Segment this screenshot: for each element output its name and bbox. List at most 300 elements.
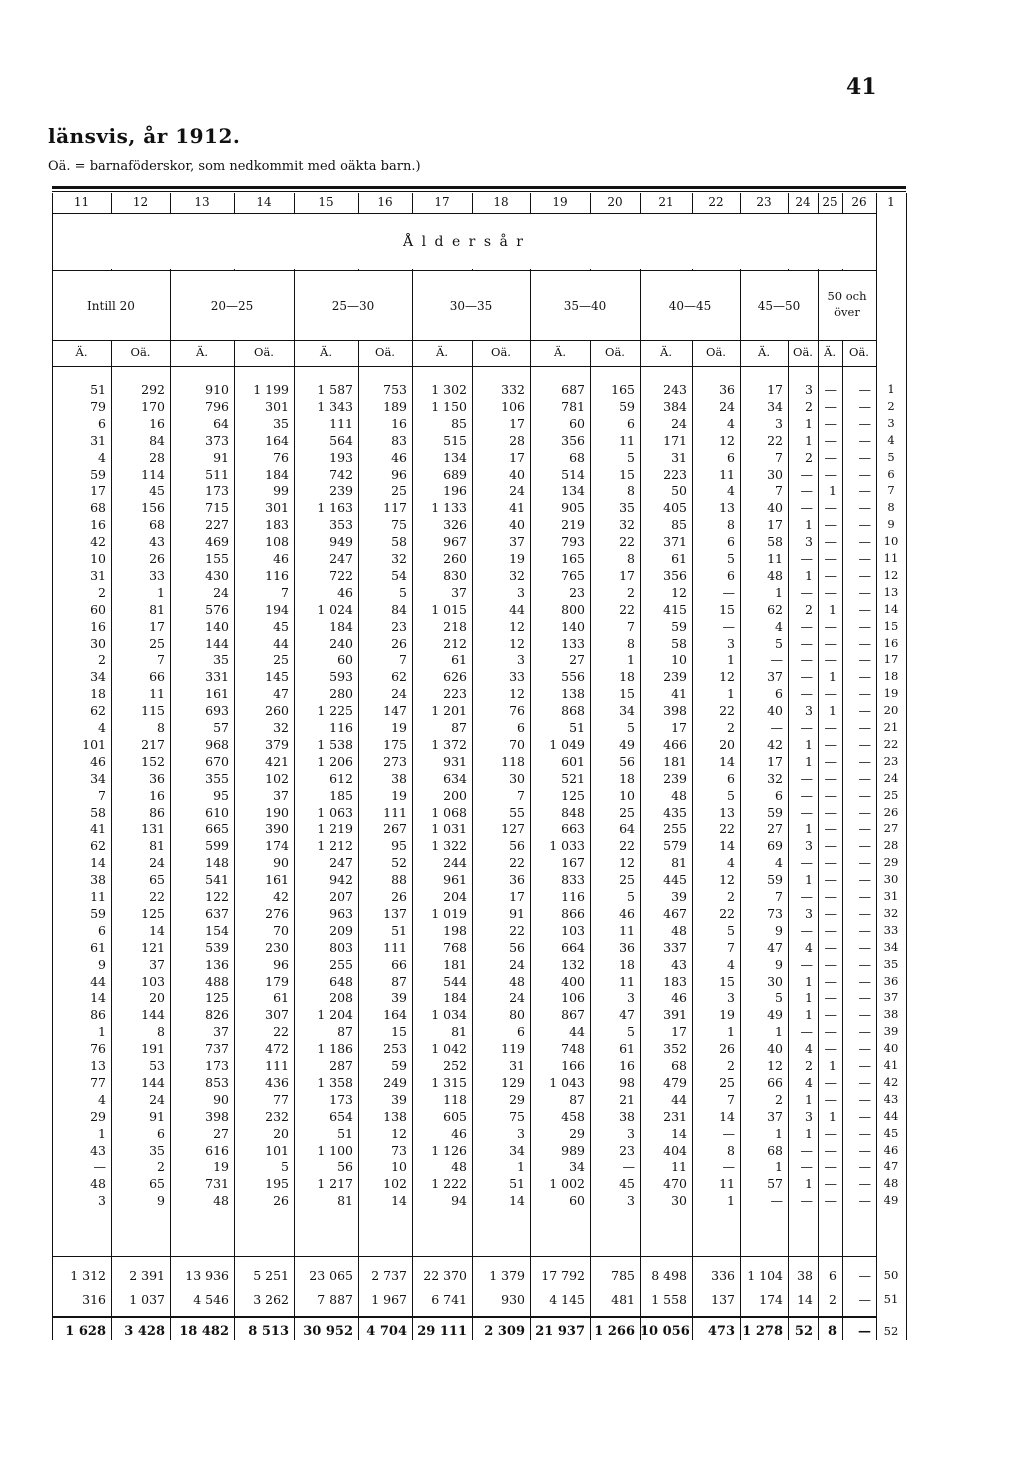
table-cell: 170 [141,398,165,414]
table-cell: 68 [149,517,165,533]
table-cell: 98 [619,1074,635,1090]
table-cell: 181 [443,956,467,972]
table-cell: 664 [561,939,585,955]
column-number: 25 [822,195,838,209]
row-number: 32 [883,905,899,920]
table-cell: 8 [627,483,635,499]
table-cell: 173 [205,483,229,499]
table-cell: — [824,1007,837,1023]
table-cell: — [722,584,735,600]
row-number: 46 [883,1142,899,1157]
row-number: 31 [883,889,899,903]
table-cell: 239 [329,483,353,499]
table-cell: — [858,1108,871,1124]
table-cell: 2 [727,720,735,735]
column-rule [906,193,907,1340]
table-cell: 184 [443,990,467,1006]
table-cell: 42 [273,889,289,904]
table-cell: 1 [727,1193,735,1209]
table-cell: 37 [509,534,525,550]
table-cell: — [858,787,871,803]
table-cell: 355 [205,770,229,786]
table-cell: 287 [329,1058,353,1073]
table-cell: 280 [329,686,353,702]
table-cell: 742 [329,466,353,482]
table-cell: 27 [569,652,585,668]
table-cell: 24 [719,398,735,414]
table-cell: — [858,382,871,397]
table-cell: 76 [273,449,289,465]
table-cell: 14 [90,990,106,1006]
table-cell: 1 [829,703,837,719]
table-cell: 1 558 [651,1292,687,1307]
table-cell: 223 [443,686,467,702]
table-cell: 1 037 [129,1292,165,1307]
table-cell: — [858,652,871,668]
age-group-label: 30—35 [449,299,493,313]
table-cell: 116 [561,889,585,904]
table-cell: 156 [141,500,165,516]
table-cell: 4 [775,855,783,871]
table-cell: 2 391 [129,1268,165,1283]
table-cell: — [824,1142,837,1158]
table-cell: 942 [329,872,353,888]
table-cell: 131 [141,821,165,837]
table-cell: 23 [569,584,585,600]
table-cell: 69 [767,838,783,854]
table-cell: 336 [711,1268,735,1283]
table-cell: 11 [90,889,106,904]
table-cell: 12 [391,1125,407,1141]
table-cell: 79 [90,398,106,414]
table-cell: 16 [149,787,165,803]
table-cell: — [824,500,837,516]
table-cell: 8 [157,1024,165,1040]
sub-header: Ä. [660,345,672,359]
table-cell: — [858,1176,871,1192]
table-cell: 184 [329,618,353,634]
row-number: 51 [883,1292,899,1306]
table-cell: 43 [90,1142,106,1158]
table-cell: 905 [561,500,585,516]
table-cell: 415 [663,601,687,617]
page-subtitle: Oä. = barnaföderskor, som nedkommit med oäkta barn.) [48,159,421,174]
table-cell: 81 [451,1024,467,1040]
table-cell: 1 015 [431,601,467,617]
table-cell: — [858,466,871,482]
table-cell: 14 [509,1193,525,1209]
table-cell: — [858,720,871,735]
table-cell: 20 [149,990,165,1006]
table-cell: 2 [98,652,106,668]
table-cell: 204 [443,889,467,904]
table-cell: 45 [273,618,289,634]
table-cell: 6 [727,770,735,786]
row-number: 43 [883,1091,899,1106]
table-cell: — [858,449,871,465]
table-cell: 663 [561,821,585,837]
table-cell: 1 031 [431,821,467,837]
table-cell: 30 952 [303,1324,353,1339]
table-cell: 22 [149,889,165,904]
table-cell: 1 217 [317,1176,353,1192]
table-cell: 111 [265,1058,289,1073]
table-cell: — [722,1125,735,1141]
table-cell: 25 [273,652,289,668]
table-cell: 260 [265,703,289,719]
column-number: 24 [795,195,811,209]
table-cell: 40 [767,500,783,516]
table-cell: 66 [767,1074,783,1090]
table-cell: 17 [149,618,165,634]
table-cell: 637 [205,905,229,921]
table-cell: 8 498 [651,1268,687,1283]
table-cell: 1 [829,1108,837,1124]
table-cell: 10 056 [640,1324,690,1339]
table-cell: 3 428 [124,1324,165,1339]
table-cell: 593 [329,669,353,685]
table-cell: 29 111 [417,1324,467,1339]
table-cell: — [858,500,871,516]
table-cell: 27 [767,821,783,837]
table-cell: 83 [391,432,407,448]
table-cell: 488 [205,973,229,989]
table-cell: 371 [663,534,687,550]
table-cell: 961 [443,872,467,888]
table-cell: 30 [90,635,106,651]
table-cell: 1 [805,432,813,448]
table-cell: — [858,872,871,888]
table-cell: 404 [663,1142,687,1158]
table-cell: 77 [273,1091,289,1107]
column-number: 20 [607,195,623,209]
table-cell: 17 [767,517,783,533]
table-cell: — [858,1268,871,1283]
page-title: länsvis, år 1912. [48,124,241,148]
table-cell: 826 [205,1007,229,1023]
table-cell: 6 [517,1024,525,1040]
table-cell: 37 [273,787,289,803]
table-cell: 7 [727,939,735,955]
table-cell: 3 [517,584,525,600]
table-cell: 2 [157,1159,165,1175]
table-cell: — [858,551,871,566]
table-cell: 134 [561,483,585,499]
table-cell: 379 [265,736,289,752]
table-cell: 1 [805,1125,813,1141]
table-cell: 38 [797,1268,813,1283]
table-cell: 3 [517,1125,525,1141]
table-cell: 1 222 [431,1176,467,1192]
row-number: 25 [883,787,899,802]
age-group-label: 20—25 [210,299,254,313]
table-cell: 930 [501,1292,525,1307]
table-cell: — [824,990,837,1006]
table-cell: 398 [205,1108,229,1124]
table-cell: 20 [273,1125,289,1141]
table-cell: 16 [391,415,407,431]
table-cell: 47 [767,939,783,955]
row-number: 5 [887,449,895,464]
table-cell: 44 [569,1024,585,1040]
table-cell: 3 262 [253,1292,289,1307]
table-cell: 1 312 [70,1268,106,1283]
table-cell: 118 [501,753,525,769]
table-cell: 1 [727,652,735,668]
table-cell: 25 [391,483,407,499]
row-number: 26 [883,804,899,819]
table-cell: 469 [205,534,229,550]
table-cell: 5 251 [253,1268,289,1283]
table-cell: 867 [561,1007,585,1023]
table-cell: 511 [205,466,229,482]
table-cell: 133 [561,635,585,651]
table-cell: 8 [727,1142,735,1158]
table-cell: 121 [141,939,165,955]
row-number: 38 [883,1007,899,1022]
table-cell: 1 [517,1159,525,1175]
table-cell: 81 [337,1193,353,1209]
table-cell: 31 [671,449,687,465]
table-cell: — [858,415,871,431]
table-cell: 15 [619,466,635,482]
table-cell: 3 [805,534,813,550]
table-cell: 17 [671,720,687,735]
table-cell: 51 [90,382,106,397]
table-cell: 140 [561,618,585,634]
table-cell: 101 [265,1142,289,1158]
table-cell: 1 [805,1007,813,1023]
table-cell: 140 [205,618,229,634]
table-cell: 4 145 [549,1292,585,1307]
table-cell: 768 [443,939,467,955]
table-cell: 29 [509,1091,525,1107]
table-cell: 34 [767,398,783,414]
table-cell: — [824,922,837,938]
table-cell: 1 [98,1024,106,1040]
table-cell: 18 [619,770,635,786]
sub-header: Oä. [849,345,869,359]
table-cell: 544 [443,973,467,989]
table-cell: 8 [627,635,635,651]
table-cell: 194 [265,601,289,617]
row-number: 8 [887,500,895,515]
table-cell: 34 [90,770,106,786]
table-cell: 7 [281,584,289,600]
table-cell: 193 [329,449,353,465]
table-cell: 102 [265,770,289,786]
table-cell: 1 212 [317,838,353,854]
table-cell: 1 033 [549,838,585,854]
table-cell: 73 [767,905,783,921]
sub-header: Ä. [554,345,566,359]
sub-header: Oä. [254,345,274,359]
table-cell: 687 [561,382,585,397]
table-cell: 8 [827,1324,837,1339]
row-number: 17 [883,652,899,667]
sub-header: Oä. [793,345,813,359]
table-cell: — [824,1024,837,1040]
table-cell: 1 967 [371,1292,407,1307]
table-cell: 17 [509,449,525,465]
table-cell: 134 [443,449,467,465]
table-cell: 1 315 [431,1074,467,1090]
table-cell: — [858,905,871,921]
row-number: 40 [883,1041,899,1056]
table-cell: — [824,804,837,820]
table-cell: 968 [205,736,229,752]
table-cell: — [824,787,837,803]
table-cell: 49 [767,1007,783,1023]
table-cell: 564 [329,432,353,448]
table-cell: 830 [443,567,467,583]
table-cell: 15 [719,601,735,617]
table-cell: 1 049 [549,736,585,752]
table-cell: 4 [727,956,735,972]
table-cell: 212 [443,635,467,651]
column-number: 18 [493,195,509,209]
table-cell: 3 [627,1125,635,1141]
table-cell: 1 034 [431,1007,467,1023]
table-cell: 119 [501,1041,525,1057]
row-number: 50 [883,1268,899,1282]
table-cell: — [824,720,837,735]
table-cell: 1 206 [317,753,353,769]
table-cell: 129 [501,1074,525,1090]
table-cell: 73 [391,1142,407,1158]
table-cell: — [824,652,837,668]
table-cell: 38 [619,1108,635,1124]
table-cell: — [800,669,813,685]
table-cell: 11 [619,973,635,989]
table-cell: 59 [90,466,106,482]
table-cell: 16 [90,618,106,634]
table-cell: — [824,753,837,769]
table-cell: 68 [90,500,106,516]
table-cell: 25 [719,1074,735,1090]
table-cell: 87 [451,720,467,735]
table-cell: 28 [149,449,165,465]
table-cell: 183 [265,517,289,533]
table-cell: — [824,466,837,482]
column-number: 26 [851,195,867,209]
table-cell: — [858,855,871,871]
table-cell: 654 [329,1108,353,1124]
table-cell: 48 [671,787,687,803]
table-cell: 75 [509,1108,525,1124]
table-cell: — [800,500,813,516]
table-cell: 30 [671,1193,687,1209]
table-cell: 76 [90,1041,106,1057]
table-cell: 208 [329,990,353,1006]
table-cell: 161 [205,686,229,702]
table-cell: 1 [805,821,813,837]
table-cell: 86 [90,1007,106,1023]
table-cell: 40 [509,517,525,533]
table-cell: — [858,398,871,414]
table-cell: — [824,736,837,752]
table-cell: 70 [509,736,525,752]
table-cell: 41 [509,500,525,516]
table-cell: 231 [663,1108,687,1124]
table-cell: 1 068 [431,804,467,820]
table-cell: 6 [775,787,783,803]
table-cell: 59 [391,1058,407,1073]
table-cell: 165 [611,382,635,397]
table-cell: 106 [501,398,525,414]
row-number: 15 [883,618,899,633]
row-number: 7 [887,483,895,498]
table-cell: — [800,652,813,668]
table-cell: 3 [517,652,525,668]
table-cell: 253 [383,1041,407,1057]
column-number: 14 [256,195,272,209]
table-cell: 32 [391,551,407,566]
table-cell: — [800,1193,813,1209]
table-cell: 87 [337,1024,353,1040]
table-cell: 22 [509,855,525,871]
table-cell: 12 [719,432,735,448]
table-cell: 35 [213,652,229,668]
table-cell: 514 [561,466,585,482]
table-cell: 17 792 [541,1268,585,1283]
table-cell: — [858,601,871,617]
table-cell: 1 [829,601,837,617]
table-cell: — [824,889,837,904]
table-cell: 41 [671,686,687,702]
table-cell: 173 [205,1058,229,1073]
row-number: 24 [883,770,899,785]
table-cell: 28 [509,432,525,448]
table-cell: 252 [443,1058,467,1073]
table-cell: 68 [569,449,585,465]
table-cell: 1 [627,652,635,668]
table-cell: 1 266 [594,1324,635,1339]
row-number: 27 [883,821,899,836]
table-cell: — [858,1074,871,1090]
subheader-rule [52,340,876,341]
age-group-label: 50 och över [827,289,867,319]
table-cell: 5 [281,1159,289,1175]
table-cell: 307 [265,1007,289,1023]
table-cell: 4 [805,1041,813,1057]
table-cell: 117 [383,500,407,516]
row-number: 37 [883,990,899,1005]
table-cell: 3 [775,415,783,431]
table-cell: 332 [501,382,525,397]
table-cell: 4 [727,483,735,499]
table-cell: 648 [329,973,353,989]
table-cell: 64 [619,821,635,837]
table-cell: 189 [383,398,407,414]
table-cell: 26 [719,1041,735,1057]
table-cell: 52 [794,1324,813,1339]
row-number: 48 [883,1176,899,1191]
table-cell: — [858,889,871,904]
table-cell: 1 343 [317,398,353,414]
table-cell: 106 [561,990,585,1006]
table-cell: 22 [719,905,735,921]
table-cell: — [824,821,837,837]
row-number: 39 [883,1024,899,1039]
table-cell: 8 [727,517,735,533]
table-cell: 25 [619,872,635,888]
table-cell: 5 [775,990,783,1006]
table-cell: 56 [619,753,635,769]
table-cell: 1 133 [431,500,467,516]
table-cell: 19 [391,787,407,803]
table-cell: 51 [337,1125,353,1141]
